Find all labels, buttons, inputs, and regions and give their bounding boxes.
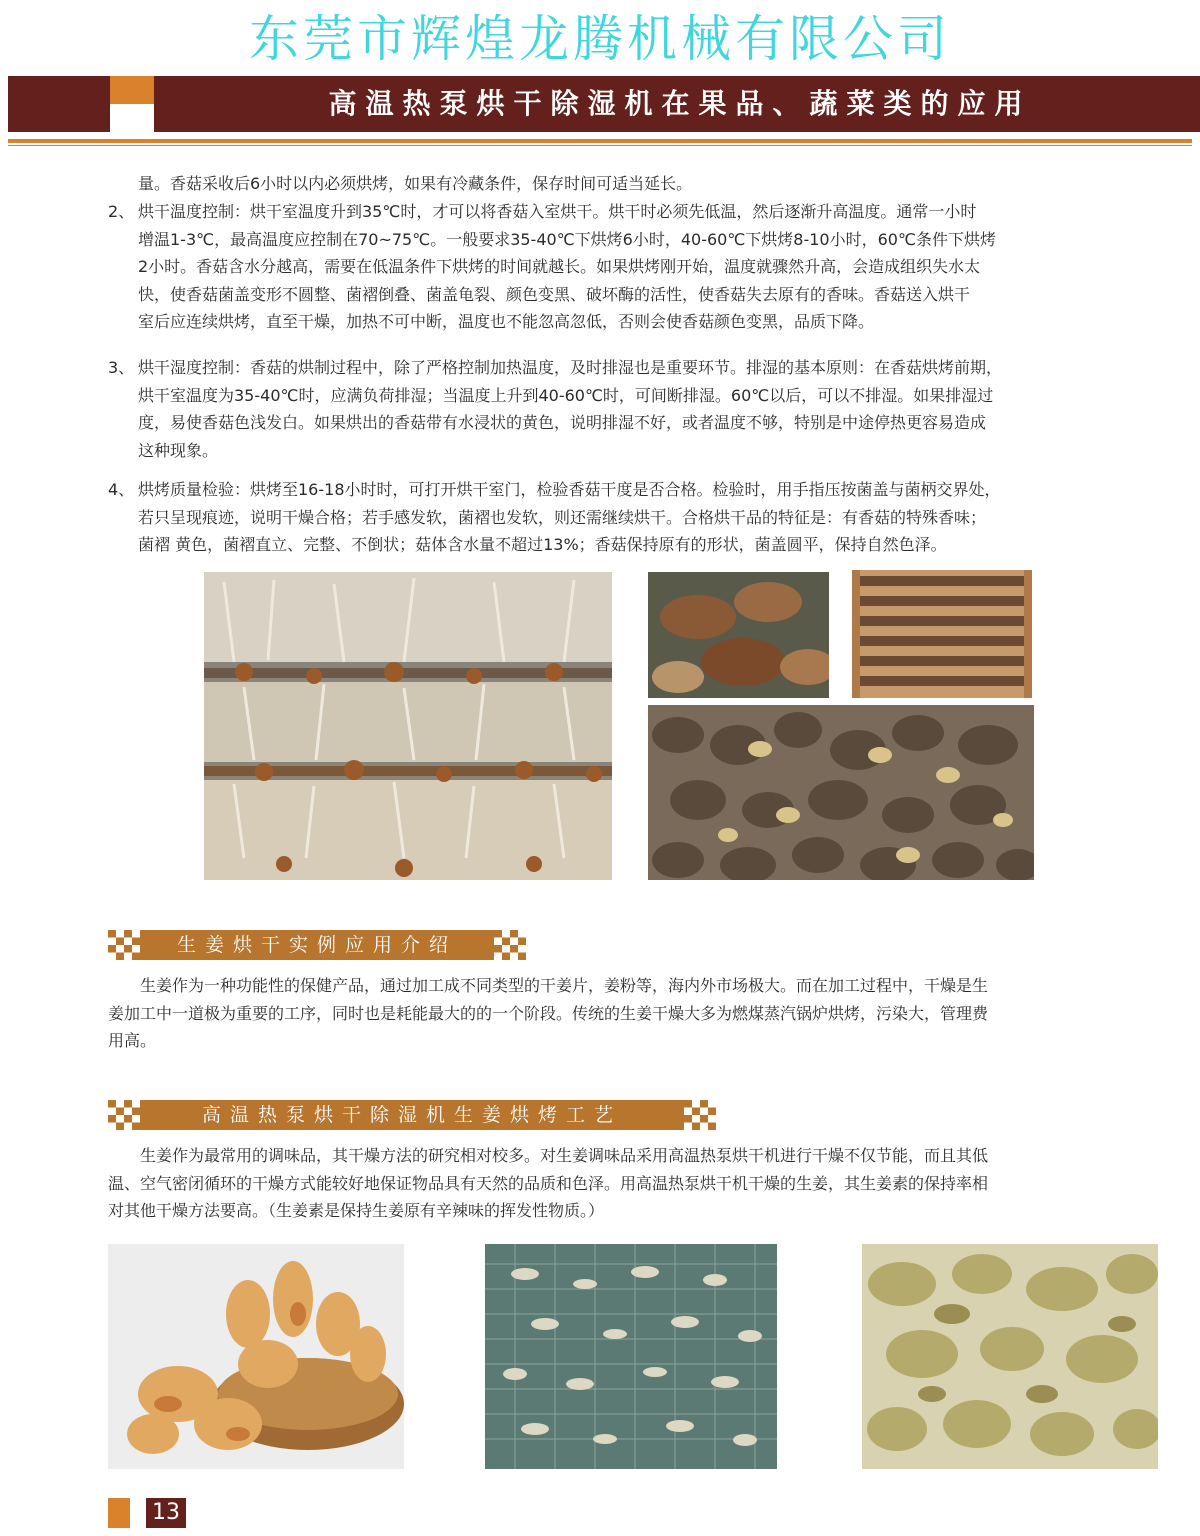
text-line: 生姜作为一种功能性的保健产品，通过加工成不同类型的干姜片，姜粉等，海内外市场极大。而在加工过程中，干燥是生	[108, 976, 989, 995]
section-title: 生姜烘干实例应用介绍	[176, 934, 457, 956]
text-line: 生姜作为最常用的调味品，其干燥方法的研究相对校多。对生姜调味品采用高温热泵烘干机进行干燥不仅节能，而且其低	[108, 1146, 989, 1165]
checker-pattern-icon	[494, 930, 526, 960]
ginger-intro-paragraph	[108, 972, 1168, 1055]
text-line: 增温1-3℃，最高温度应控制在70~75℃。一般要求35-40℃下烘烤6小时，40-60℃下烘烤8-10小时，60℃条件下烘烤	[138, 229, 996, 249]
text-line: 室后应连续烘烤，直至干燥，加热不可中断，温度也不能忽高忽低，否则会使香菇颜色变黑，品质下降。	[138, 312, 875, 332]
page-number-accent	[108, 1498, 130, 1528]
dried-ginger-slices-photo	[862, 1244, 1158, 1469]
section-header-ginger-intro	[108, 930, 526, 960]
text-line: 量。香菇采收后6小时以内必须烘烤，如果有冷藏条件，保存时间可适当延长。	[138, 174, 693, 193]
text-line: 若只呈现痕迹，说明干燥合格；若手感发软，菌褶也发软，则还需继续烘干。合格烘干品的特征是：有香菇的特殊香味；	[138, 507, 987, 527]
header-rule	[8, 139, 1192, 143]
text-line: 温、空气密闭循环的干燥方式能较好地保证物品具有天然的品质和色泽。用高温热泵烘干机干燥的生姜，其生姜素的保持率相	[108, 1173, 989, 1193]
list-item	[108, 476, 1178, 559]
banner-accent-square	[110, 76, 154, 104]
page-number: 13	[146, 1498, 186, 1528]
list-item	[108, 354, 1178, 464]
list-number: 4、	[108, 480, 135, 499]
text-line: 烘干室温度为35-40℃时，应满负荷排湿；当温度上升到40-60℃时，可间断排湿。60℃以后，可以不排湿。如果排湿过	[138, 385, 994, 405]
text-line: 对其他干燥方法要高。（生姜素是保持生姜原有辛辣味的挥发性物质。）	[108, 1201, 605, 1221]
text-line: 用高。	[108, 1031, 157, 1051]
text-line: 烘干湿度控制：香菇的烘制过程中，除了严格控制加热温度，及时排湿也是重要环节。排湿的基本原则：在香菇烘烤前期，	[138, 358, 1003, 377]
ginger-process-paragraph	[108, 1142, 1168, 1225]
list-number: 2、	[108, 202, 135, 221]
text-line: 烘烤质量检验：烘烤至16-18小时时，可打开烘干室门，检验香菇干度是否合格。检验时，用手指压按菌盖与菌柄交界处，	[138, 480, 1001, 499]
checker-pattern-icon	[108, 930, 140, 960]
list-item	[108, 198, 1178, 336]
intro-line	[138, 170, 1178, 198]
text-line: 这种现象。	[138, 440, 219, 460]
text-line: 烘干温度控制：烘干室温度升到35℃时，才可以将香菇入室烘干。烘干时必须先低温，然后逐渐升高温度。通常一小时	[138, 202, 977, 221]
checker-pattern-icon	[108, 1100, 140, 1130]
checker-pattern-icon	[684, 1100, 716, 1130]
section-header-ginger-process	[108, 1100, 716, 1130]
mushroom-rack-photo	[204, 572, 612, 880]
text-line: 菌褶 黄色，菌褶直立、完整、不倒状；菇体含水量不超过13%；香菇保持原有的形状，菌盖圆平，保持自然色泽。	[138, 535, 947, 555]
banner-white-square	[110, 104, 154, 132]
fresh-ginger-photo	[108, 1244, 404, 1469]
list-number: 3、	[108, 358, 135, 377]
text-line: 姜加工中一道极为重要的工序，同时也是耗能最大的的一个阶段。传统的生姜干燥大多为燃煤蒸汽锅炉烘烤，污染大，管理费	[108, 1003, 989, 1023]
text-line: 快，使香菇菌盖变形不圆整、菌褶倒叠、菌盖龟裂、颜色变黑、破坏酶的活性，使香菇失去原有的香味。香菇送入烘干	[138, 284, 971, 304]
text-line: 2小时。香菇含水分越高，需要在低温条件下烘烤的时间就越长。如果烘烤刚开始，温度就骤然升高，会造成组织失水太	[138, 257, 981, 277]
drying-trays-photo	[852, 570, 1032, 698]
section-title: 高温热泵烘干除湿机生姜烘烤工艺	[201, 1104, 622, 1126]
dried-shiitake-photo	[648, 705, 1034, 880]
text-line: 度，易使香菇色浅发白。如果烘出的香菇带有水浸状的黄色，说明排湿不好，或者温度不够，特别是中途停热更容易造成	[138, 413, 987, 433]
company-name: 东莞市辉煌龙腾机械有限公司	[249, 10, 951, 68]
ginger-mesh-tray-photo	[485, 1244, 777, 1469]
header-rule-thin	[8, 145, 1192, 146]
fresh-shiitake-photo	[648, 572, 829, 698]
page-title: 高温热泵烘干除湿机在果品、蔬菜类的应用	[328, 87, 1032, 120]
